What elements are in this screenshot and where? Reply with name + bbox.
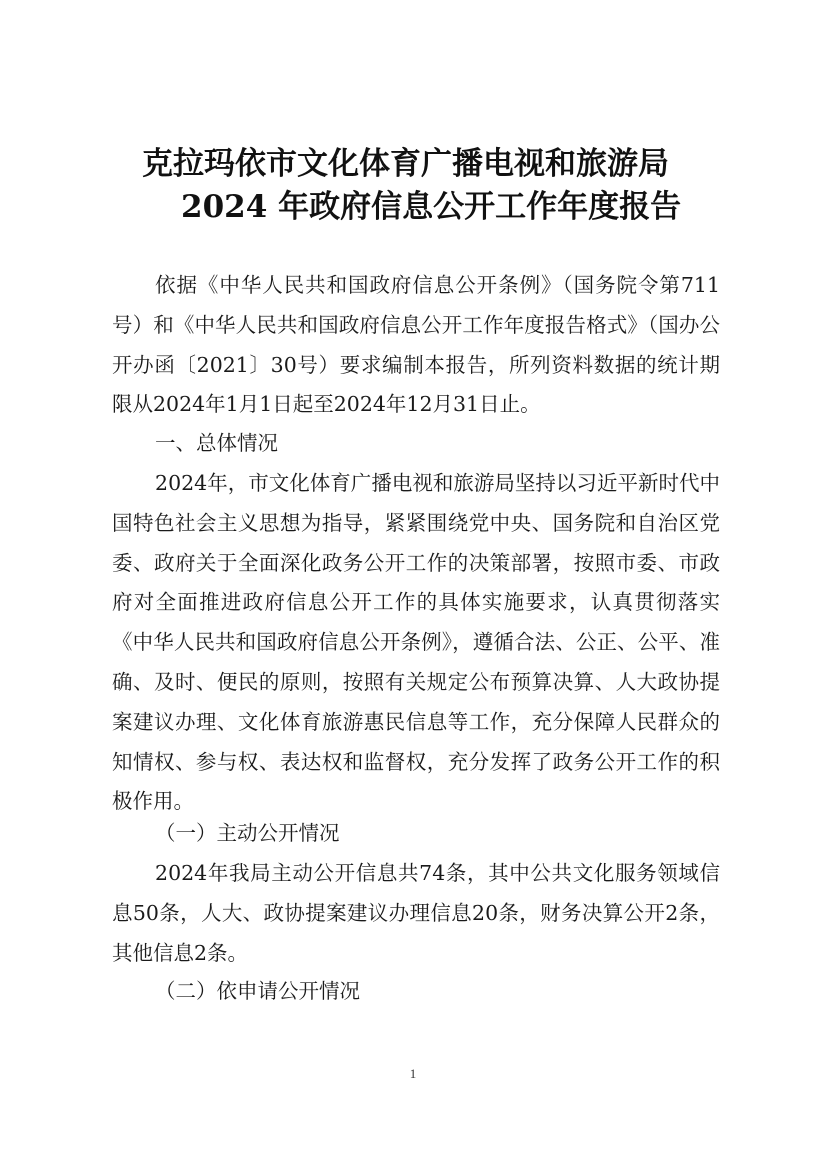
page-number: 1	[409, 1066, 417, 1081]
document-title-line-2: 2024 年政府信息公开工作年度报告	[181, 189, 682, 225]
section-heading-overview: 一、总体情况	[155, 431, 278, 455]
subsection-heading-proactive-disclosure: （一）主动公开情况	[155, 821, 340, 845]
overview-paragraph: 2024年，市文化体育广播电视和旅游局坚持以习近平新时代中国特色社会主义思想为指导，紧紧围绕党中央、国务院和自治区党委、政府关于全面深化政务公开工作的决策部署，按照市委、市政府对全面推进政府信息公开工作的具体实施要求，认真贯彻落实《中华人民共和国政府信息公开条例》，遵循合法、公正、公平、准确、及时、便民的原则，按照有关规定公布预算决算、人大政协提案建议办理、文化体育旅游惠民信息等工作，充分保障人民群众的知情权、参与权、表达权和监督权，充分发挥了政务公开工作的积极作用。	[112, 471, 720, 814]
subsection-heading-application-disclosure: （二）依申请公开情况	[155, 979, 360, 1003]
intro-paragraph: 依据《中华人民共和国政府信息公开条例》（国务院令第711号）和《中华人民共和国政府信息公开工作年度报告格式》（国办公开办函〔2021〕30号）要求编制本报告，所列资料数据的统计期限从2024年1月1日起至2024年12月31日止。	[112, 273, 720, 417]
proactive-disclosure-paragraph: 2024年我局主动公开信息共74条，其中公共文化服务领域信息50条，人大、政协提案建议办理信息20条，财务决算公开2条，其他信息2条。	[112, 861, 720, 965]
document-title-line-1: 克拉玛依市文化体育广播电视和旅游局	[142, 146, 669, 182]
